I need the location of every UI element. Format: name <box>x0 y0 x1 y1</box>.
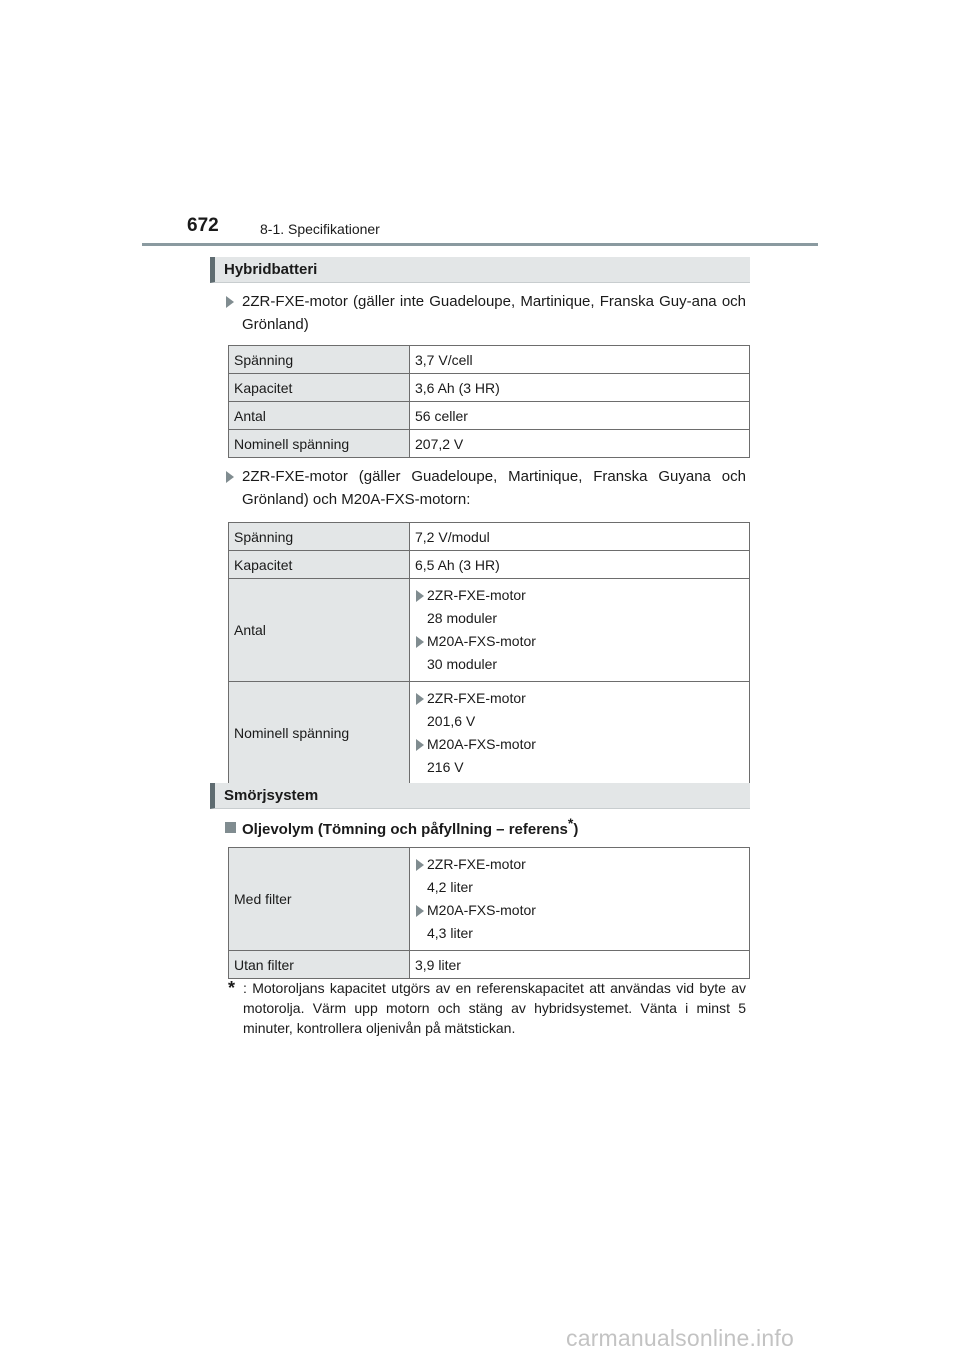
cell-value: 56 celler <box>410 402 750 430</box>
cell-value: 207,2 V <box>410 430 750 458</box>
engine-line: 2ZR-FXE-motor <box>415 853 744 876</box>
cell-label: Med filter <box>229 848 410 951</box>
section-bar-hybrid <box>210 257 750 283</box>
table-row <box>229 402 750 430</box>
value-line: 30 moduler <box>427 656 498 672</box>
cell-label: Nominell spänning <box>229 682 410 785</box>
engine-line: M20A-FXS-motor <box>415 630 744 653</box>
watermark: carmanualsonline.info <box>566 1325 794 1351</box>
oil-volume-heading: Oljevolym (Tömning och påfyllning – referens*) <box>225 815 578 838</box>
cell-label: Antal <box>229 402 410 430</box>
section-title-hybrid: Hybridbatteri <box>224 261 318 278</box>
hybrid-battery-table-1 <box>228 345 750 458</box>
square-bullet-icon <box>225 822 236 833</box>
table-row <box>229 430 750 458</box>
table-row <box>229 551 750 579</box>
value-line: 201,6 V <box>427 713 476 729</box>
section-title-lubrication: Smörjsystem <box>224 787 319 804</box>
cell-label: Spänning <box>229 346 410 374</box>
section-header: 8-1. Specifikationer <box>260 221 380 237</box>
table-row <box>229 951 750 979</box>
engine-line: M20A-FXS-motor <box>415 733 744 756</box>
header-rule <box>142 243 818 246</box>
triangle-bullet-icon <box>416 905 424 917</box>
triangle-bullet-icon <box>416 739 424 751</box>
cell-value: 6,5 Ah (3 HR) <box>410 551 750 579</box>
table-row <box>229 374 750 402</box>
engine-line: 2ZR-FXE-motor <box>415 687 744 710</box>
cell-value: 7,2 V/modul <box>410 523 750 551</box>
triangle-bullet-icon <box>416 859 424 871</box>
cell-label: Nominell spänning <box>229 430 410 458</box>
cell-value: 3,6 Ah (3 HR) <box>410 374 750 402</box>
table-row <box>229 579 750 682</box>
oil-volume-table <box>228 847 750 979</box>
table-row <box>229 346 750 374</box>
cell-value: 3,9 liter <box>410 951 750 979</box>
footnote-text: : Motoroljans kapacitet utgörs av en referenskapacitet att användas vid byte av motorolja. Värm upp motorn och stäng av hybridsystemet. Vänta i minst 5 minuter, kontrollera oljenivån på mätstickan. <box>243 980 746 1036</box>
bullet-2zr-overseas-m20a <box>226 465 746 511</box>
triangle-bullet-icon <box>416 693 424 705</box>
cell-value: 3,7 V/cell <box>410 346 750 374</box>
cell-label: Kapacitet <box>229 374 410 402</box>
cell-value <box>410 579 750 682</box>
triangle-bullet-icon <box>416 590 424 602</box>
value-line: 4,2 liter <box>427 879 473 895</box>
table-row <box>229 682 750 785</box>
value-line: 216 V <box>427 759 464 775</box>
triangle-bullet-icon <box>226 296 234 308</box>
page-number: 672 <box>187 215 219 236</box>
value-line: 4,3 liter <box>427 925 473 941</box>
cell-value <box>410 682 750 785</box>
cell-value <box>410 848 750 951</box>
hybrid-battery-table-2 <box>228 522 750 785</box>
footnote <box>228 978 746 1038</box>
cell-label: Antal <box>229 579 410 682</box>
bullet-text: 2ZR-FXE-motor (gäller Guadeloupe, Martinique, Franska Guyana och Grönland) och M20A-FXS-motorn: <box>242 468 746 508</box>
cell-label: Spänning <box>229 523 410 551</box>
engine-line: M20A-FXS-motor <box>415 899 744 922</box>
section-bar-lubrication <box>210 783 750 809</box>
value-line: 28 moduler <box>427 610 498 626</box>
footnote-star: * <box>567 815 574 831</box>
footnote-marker: * <box>228 978 236 998</box>
triangle-bullet-icon <box>416 636 424 648</box>
cell-label: Kapacitet <box>229 551 410 579</box>
triangle-bullet-icon <box>226 471 234 483</box>
table-row <box>229 848 750 951</box>
bullet-2zr-no-overseas <box>226 290 746 336</box>
table-row <box>229 523 750 551</box>
bullet-text: 2ZR-FXE-motor (gäller inte Guadeloupe, Martinique, Franska Guy-ana och Grönland) <box>242 293 746 333</box>
cell-label: Utan filter <box>229 951 410 979</box>
engine-line: 2ZR-FXE-motor <box>415 584 744 607</box>
